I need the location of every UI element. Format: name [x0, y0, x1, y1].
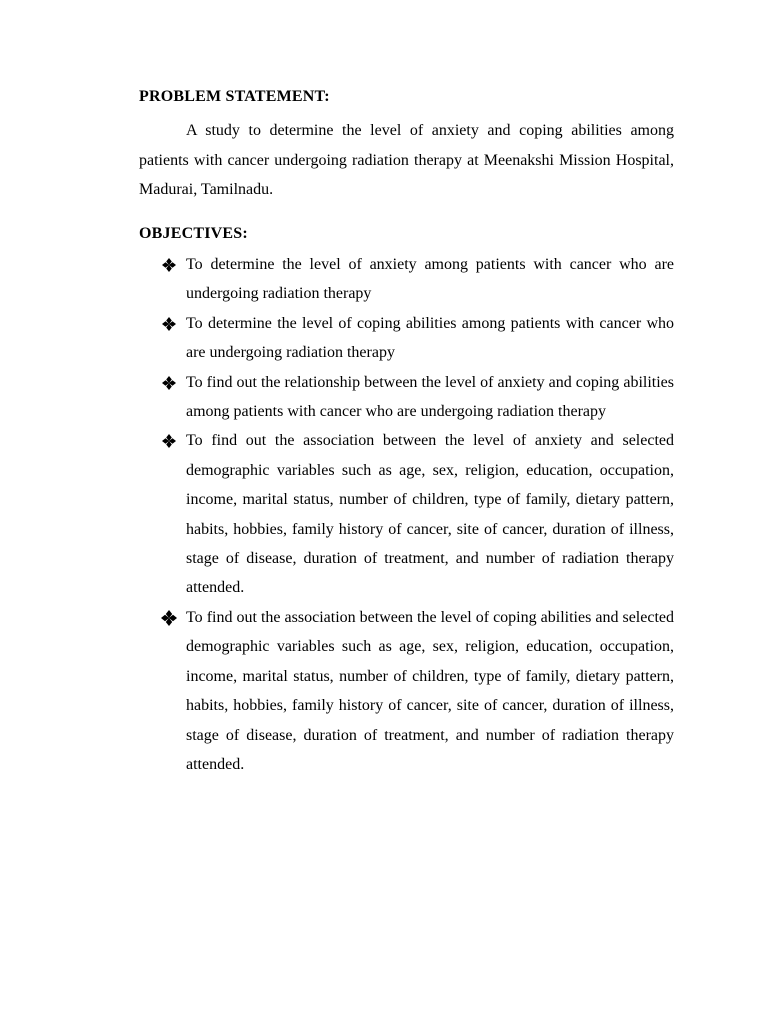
- diamond-bullet-icon: [162, 434, 176, 448]
- objective-item: [162, 603, 674, 779]
- objectives-list: [162, 250, 674, 779]
- objective-item: [162, 250, 674, 309]
- problem-statement-text: A study to determine the level of anxiety and coping abilities among patients with cancer undergoing radiation therapy at Meenakshi Mission Hospital, Madurai, Tamilnadu.: [139, 122, 674, 198]
- problem-statement-heading: PROBLEM STATEMENT:: [139, 88, 330, 105]
- diamond-bullet-icon: [162, 376, 176, 390]
- objectives-heading: OBJECTIVES:: [139, 225, 248, 242]
- objective-text: To find out the relationship between the level of anxiety and coping abilities among patients with cancer who are undergoing radiation therapy: [186, 373, 674, 421]
- objective-text: To determine the level of coping abilities among patients with cancer who are undergoing radiation therapy: [186, 314, 674, 362]
- diamond-bullet-icon: [162, 317, 176, 331]
- diamond-bullet-icon: [162, 258, 176, 272]
- objective-text: To determine the level of anxiety among patients with cancer who are undergoing radiation therapy: [186, 256, 674, 303]
- objective-text: To find out the association between the level of anxiety and selected demographic variables such as age, sex, religion, education, occupation, income, marital status, number of children, type of family, dietary pattern, habits, hobbies, family history of cancer, site of cancer, duration of illness, stage of disease, duration of treatment, and number of radiation therapy attended.: [186, 432, 674, 597]
- objective-item: [162, 368, 674, 427]
- objective-item: [162, 426, 674, 602]
- objective-text: To find out the association between the level of coping abilities and selected demographic variables such as age, sex, religion, education, occupation, income, marital status, number of children, type of family, dietary pattern, habits, hobbies, family history of cancer, site of cancer, duration of illness, stage of disease, duration of treatment, and number of radiation therapy attended.: [186, 608, 674, 773]
- diamond-bullet-icon: [161, 610, 177, 626]
- objective-item: [162, 309, 674, 368]
